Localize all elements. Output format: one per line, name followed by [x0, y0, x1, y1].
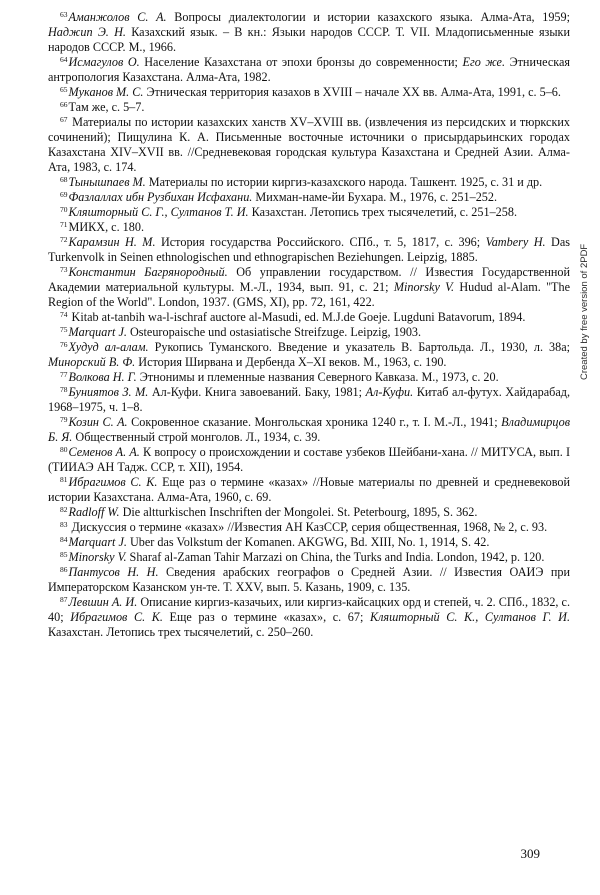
- footnote-number: 86: [60, 565, 68, 574]
- footnote-text: Еще раз о термине «казах» //Новые материалы по древней и средневековой истории Казахстана. Алма-Ата, 1960, с. 69.: [48, 475, 570, 504]
- footnote-number: 72: [60, 235, 68, 244]
- footnote-text: История Ширвана и Дербенда X–XI веков. М., 1963, с. 190.: [135, 355, 447, 369]
- footnote-author: Кляшторный С. Г., Султанов Т. И.: [68, 205, 249, 219]
- footnote-text: К вопросу о происхождении и составе узбеков Шейбани-хана. // МИТУСА, вып. I (ТИИАЭ АН Тадж. ССР, т. XII), 1954.: [48, 445, 570, 474]
- footnote: [48, 475, 570, 505]
- footnote: [48, 55, 570, 85]
- footnote-number: 66: [60, 100, 68, 109]
- footnote-author: Ал-Куфи.: [365, 385, 414, 399]
- footnote-author: Левшин А. И.: [68, 595, 138, 609]
- page-number: 309: [520, 846, 540, 861]
- footnote-number: 63: [60, 10, 68, 19]
- footnote-text: Материалы по истории киргиз-казахского народа. Ташкент. 1925, с. 31 и др.: [145, 175, 543, 189]
- footnote-text: Михман-наме-йи Бухара. М., 1976, с. 251–252.: [252, 190, 498, 204]
- footnote-text: Дискуссия о термине «казах» //Известия АН КазССР, серия общественная, 1968, № 2, с. 93.: [68, 520, 548, 534]
- footnote-author: Аманжолов С. А.: [68, 10, 167, 24]
- footnote-number: 77: [60, 370, 68, 379]
- footnote-number: 78: [60, 385, 68, 394]
- footnote-text: Osteuropaische und ostasiatische Streifzuge. Leipzig, 1903.: [126, 325, 422, 339]
- footnote: [48, 550, 570, 565]
- footnote-number: 68: [60, 175, 68, 184]
- footnote-text: Материалы по истории казахских ханств XV–XVIII вв. (извлечения из персидских и тюркских сочинений); Пищулина К. А. Письменные восточные источники о присырдарьинских городах Казахстана XIV–XVII вв. //Средневековая городская культура Казахстана и Средней Азии. Алма-Ата, 1983, с. 174.: [48, 115, 570, 174]
- footnote: [48, 445, 570, 475]
- footnote-author: Кляшторный С. К., Султанов Г. И.: [370, 610, 570, 624]
- footnote-text: Этническая антропология Казахстана. Алма-Ата, 1982.: [48, 55, 570, 84]
- footnote-text: Казахский язык. – В кн.: Языки народов СССР. Т. VII. Младописьменные языки народов СССР. М., 1966.: [48, 25, 570, 54]
- footnote-number: 74: [60, 310, 68, 319]
- footnote: [48, 10, 570, 55]
- footnote-number: 83: [60, 520, 68, 529]
- footnote-text: Общественный строй монголов. Л., 1934, с. 39.: [72, 430, 321, 444]
- footnote-number: 67: [60, 115, 68, 124]
- footnote: [48, 340, 570, 370]
- footnote-number: 71: [60, 220, 68, 229]
- watermark-text: Created by free version of 2PDF: [579, 243, 590, 380]
- footnote-number: 69: [60, 190, 68, 199]
- footnote-author: Marquart J.: [68, 325, 127, 339]
- footnote-text: Uber das Volkstum der Komanen. AKGWG, Bd. XIII, No. 1, 1914, S. 42.: [126, 535, 490, 549]
- footnote: [48, 115, 570, 175]
- footnote-author: Marquart J.: [68, 535, 127, 549]
- footnote-author: Владимирцов Б. Я.: [48, 415, 571, 444]
- footnote-author: Radloff W.: [68, 505, 120, 519]
- footnote-text: Hudud al-Alam. "The Region of the World". London, 1937. (GMS, XI), pp. 72, 161, 422.: [48, 280, 570, 309]
- footnote-text: Казахстан. Летопись трех тысячелетий, с. 250–260.: [48, 625, 314, 639]
- footnotes-list: [48, 10, 570, 640]
- footnote-author: Minorsky V.: [68, 550, 127, 564]
- footnote: [48, 595, 570, 640]
- footnote: [48, 385, 570, 415]
- footnote-number: 81: [60, 475, 68, 484]
- footnote-author: Его же.: [462, 55, 505, 69]
- footnote-text: Описание киргиз-казачьих, или киргиз-кайсацких орд и степей, ч. 2. СПб., 1832, с. 40;: [48, 595, 571, 624]
- footnote: [48, 520, 570, 535]
- footnote: [48, 370, 570, 385]
- footnote: [48, 235, 570, 265]
- footnote-text: Этническая территория казахов в XVIII – начале XX вв. Алма-Ата, 1991, с. 5–6.: [143, 85, 561, 99]
- footnote-text: Еще раз о термине «казах», с. 67;: [162, 610, 370, 624]
- footnote-author: Муканов М. С.: [68, 85, 144, 99]
- footnote-text: Kitab at-tanbih wa-l-ischraf auctore al-Masudi, ed. M.J.de Goeje. Lugduni Batavorum, 1894.: [68, 310, 526, 324]
- footnote: [48, 505, 570, 520]
- footnote: [48, 190, 570, 205]
- footnote-text: Казахстан. Летопись трех тысячелетий, с. 251–258.: [248, 205, 517, 219]
- footnote: [48, 205, 570, 220]
- footnote-text: Sharaf al-Zaman Tahir Marzazi on China, the Turks and India. London, 1942, p. 120.: [126, 550, 545, 564]
- document-page: [48, 10, 570, 880]
- footnote-text: Сведения арабских географов о Средней Азии. // Известия ОАИЭ при Императорском Казанском ун-те. Т. XXV, вып. 5. Казань, 1909, с. 135.: [48, 565, 570, 594]
- footnote-author: Ибрагимов С. К.: [68, 475, 158, 489]
- footnote-author: Vambery H.: [485, 235, 546, 249]
- footnote: [48, 310, 570, 325]
- footnote-number: 76: [60, 340, 68, 349]
- footnote-number: 64: [60, 55, 68, 64]
- footnote-author: Козин С. А.: [68, 415, 128, 429]
- footnote-text: Die altturkischen Inschriften der Mongolei. St. Peterbourg, 1895, S. 362.: [119, 505, 478, 519]
- footnote: [48, 85, 570, 100]
- footnote-text: Население Казахстана от эпохи бронзы до современности;: [139, 55, 463, 69]
- footnote-author: Наджип Э. Н.: [48, 25, 126, 39]
- footnote-text: Китаб ал-футух. Хайдарабад, 1968–1975, ч. 1–8.: [48, 385, 570, 414]
- footnote-author: Буниятов З. М.: [68, 385, 149, 399]
- footnote: [48, 535, 570, 550]
- footnote-number: 80: [60, 445, 68, 454]
- footnote-number: 85: [60, 550, 68, 559]
- footnote-number: 84: [60, 535, 68, 544]
- footnote: [48, 175, 570, 190]
- footnote-text: Там же, с. 5–7.: [68, 100, 145, 114]
- footnote-text: Ал-Куфи. Книга завоеваний. Баку, 1981;: [148, 385, 366, 399]
- footnote: [48, 325, 570, 340]
- footnote-text: История государства Российского. СПб., т. 5, 1817, с. 396;: [155, 235, 486, 249]
- footnote-author: Минорский В. Ф.: [48, 355, 136, 369]
- footnote-number: 65: [60, 85, 68, 94]
- footnote-author: Фазлаллах ибн Рузбихан Исфахани.: [68, 190, 253, 204]
- footnote-text: Рукопись Туманского. Введение и указатель В. Бартольда. Л., 1930, л. 38а;: [148, 340, 570, 354]
- footnote: [48, 415, 570, 445]
- footnote-author: Семенов А. А.: [68, 445, 140, 459]
- footnote-number: 70: [60, 205, 68, 214]
- footnote-author: Тынышпаев М.: [68, 175, 146, 189]
- footnote-text: Вопросы диалектологии и истории казахского языка. Алма-Ата, 1959;: [166, 10, 570, 24]
- footnote-author: Ибрагимов С. К.: [70, 610, 163, 624]
- footnote-text: Этнонимы и племенные названия Северного Кавказа. М., 1973, с. 20.: [136, 370, 499, 384]
- footnote-author: Пантусов Н. Н.: [68, 565, 159, 579]
- footnote-number: 87: [60, 595, 68, 604]
- footnote-text: Сокровенное сказание. Монгольская хроника 1240 г., т. I. М.-Л., 1941;: [127, 415, 502, 429]
- pdf-watermark: [578, 180, 592, 380]
- footnote: [48, 565, 570, 595]
- footnote-number: 75: [60, 325, 68, 334]
- footnote-author: Исмагулов О.: [68, 55, 140, 69]
- footnote-author: Худуд ал-алам.: [68, 340, 149, 354]
- footnote-number: 73: [60, 265, 68, 274]
- footnote-author: Константин Багрянородный.: [68, 265, 228, 279]
- footnote: [48, 100, 570, 115]
- footnote-text: Das Turkenvolk in Seinen ethnologischen und ethnograpischen Beziehungen. Leipzig, 1885.: [48, 235, 570, 264]
- footnote-author: Волкова Н. Г.: [68, 370, 137, 384]
- footnote-author: Minorsky V.: [393, 280, 455, 294]
- footnote-text: МИКХ, с. 180.: [68, 220, 144, 234]
- footnote-number: 82: [60, 505, 68, 514]
- footnote-author: Карамзин Н. М.: [68, 235, 156, 249]
- footnote-number: 79: [60, 415, 68, 424]
- footnote-text: Об управлении государством. // Известия Государственной Академии материальной культуры. М.-Л., 1934, вып. 91, с. 21;: [48, 265, 570, 294]
- footnote: [48, 220, 570, 235]
- footnote: [48, 265, 570, 310]
